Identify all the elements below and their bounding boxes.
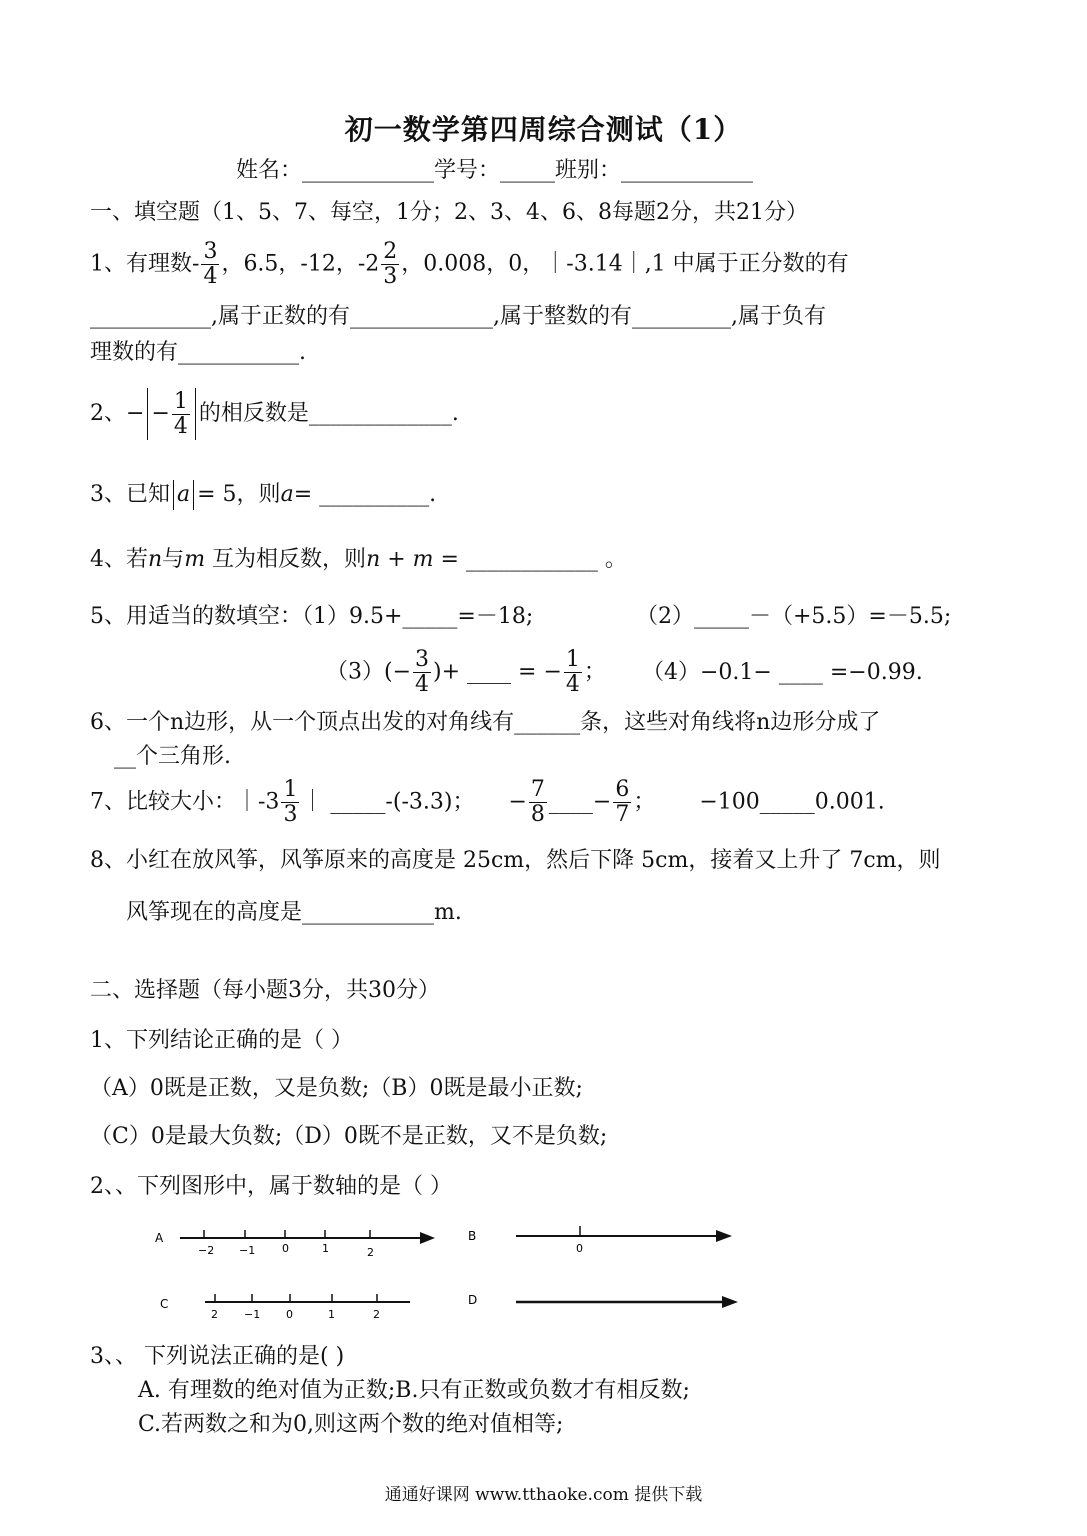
tick-label-c: 2 <box>373 1308 380 1321</box>
fraction <box>172 390 190 439</box>
q4-line <box>90 549 627 571</box>
q3-prefix: 3、已知 <box>90 482 170 507</box>
q4-mid: 互为相反数，则 <box>205 547 367 572</box>
arrow-head-b <box>716 1230 732 1242</box>
fraction-numerator: 6 <box>615 777 630 802</box>
fraction <box>201 240 219 289</box>
q5-line1a: 5、用适当的数填空：（1）9.5+_____=－18; <box>90 604 534 629</box>
arrow-head-d <box>722 1296 738 1308</box>
q3-mid: = 5，则 <box>197 482 281 507</box>
fraction <box>281 778 299 827</box>
q2-line <box>90 388 459 440</box>
fraction-numerator: 1 <box>565 647 580 672</box>
q5-part3-end: ； <box>583 659 606 685</box>
q5-part3-open: (− <box>384 659 412 685</box>
fraction <box>529 778 547 827</box>
q1-mid1: ，6.5，-12，-2 <box>221 251 380 277</box>
section1-heading: 一、填空题（1、5、7、每空，1分；2、3、4、6、8每题2分，共21分） <box>90 200 808 225</box>
fraction-numerator: 7 <box>530 777 545 802</box>
q2-prefix: 2、 <box>90 401 126 426</box>
tick-label-b: 0 <box>576 1242 583 1255</box>
abs-bar-right <box>195 388 196 440</box>
q7-line <box>90 778 885 827</box>
q5-part3-label: （3） <box>326 659 384 685</box>
q1-line1 <box>90 240 849 289</box>
fraction <box>413 648 431 697</box>
q4-expression: n + m <box>366 547 434 572</box>
fraction-denominator: 4 <box>415 672 430 697</box>
q7-mid2: ____− <box>548 789 612 815</box>
fraction-denominator: 4 <box>203 264 218 289</box>
q3-suffix: = __________. <box>293 482 437 507</box>
number-line-figures <box>140 1210 760 1340</box>
tick-label-c: 1 <box>328 1308 335 1321</box>
q7-prefix: 7、比较大小：｜-3 <box>90 789 280 815</box>
q8-line1: 8、小红在放风筝，风筝原来的高度是 25cm，然后下降 5cm，接着又上升了 7cm，则 <box>90 848 941 873</box>
tick-label-c: −1 <box>244 1308 261 1321</box>
s2-q2-stem: 2、、下列图形中，属于数轴的是（ ） <box>90 1174 452 1199</box>
q1-line2: ___________,属于正数的有_____________,属于整数的有_________,属于负有 <box>90 304 826 329</box>
figure-label-b: B <box>468 1229 477 1243</box>
page-title: 初一数学第四周综合测试（1） <box>344 113 743 146</box>
abs-bar-left <box>173 480 174 510</box>
fraction-numerator: 1 <box>283 777 298 802</box>
figure-label-c: C <box>160 1297 169 1311</box>
fraction-numerator: 3 <box>415 647 430 672</box>
q1-mid2: ，0.008，0，｜-3.14｜,1 中属于正分数的有 <box>401 251 849 277</box>
fraction-denominator: 7 <box>615 802 630 827</box>
fraction-denominator: 4 <box>173 413 188 439</box>
q4-with: 与 <box>162 547 185 572</box>
fraction <box>613 778 631 827</box>
q1-minus: - <box>192 251 200 277</box>
q2-minus: − <box>126 401 145 426</box>
tick-label-c: 0 <box>286 1308 293 1321</box>
fraction-numerator: 3 <box>203 239 218 264</box>
s2-q1-stem: 1、下列结论正确的是（ ） <box>90 1028 353 1053</box>
tick-label-c: 2 <box>211 1308 218 1321</box>
q8-line2: 风筝现在的高度是____________m. <box>126 900 462 925</box>
q7-mid3: ； <box>633 789 656 815</box>
fraction-denominator: 3 <box>383 264 398 289</box>
abs-bar-left <box>147 388 148 440</box>
s2-q3-options-ab: A. 有理数的绝对值为正数;B.只有正数或负数才有相反数; <box>138 1378 690 1403</box>
tick-label-a: 2 <box>367 1246 374 1259</box>
q6-line1: 6、一个n边形，从一个顶点出发的对角线有______条，这些对角线将n边形分成了 <box>90 710 881 735</box>
q2-suffix: 的相反数是_____________. <box>198 401 459 426</box>
tick-label-a: 0 <box>282 1242 289 1255</box>
q6-line2: __个三角形. <box>114 744 231 769</box>
q1-prefix: 1、有理数 <box>90 251 192 277</box>
abs-bar-right <box>193 480 194 510</box>
variable-m: m <box>184 547 206 572</box>
fraction-denominator: 3 <box>283 802 298 827</box>
q7-minus: − <box>508 789 527 815</box>
tick-label-a: 1 <box>322 1242 329 1255</box>
q5-part4: （4）−0.1− ____ =−0.99. <box>642 660 923 685</box>
variable-n: n <box>148 547 163 572</box>
s2-q3-stem: 3、、 下列说法正确的是( ) <box>90 1344 345 1369</box>
q5-part3-mid: )+ ____ = − <box>433 659 562 685</box>
q5-part3 <box>326 648 606 697</box>
s2-q3-option-c: C.若两数之和为0,则这两个数的绝对值相等; <box>138 1412 564 1437</box>
q2-inner-minus: − <box>151 401 170 426</box>
q5-line1b: （2）_____－（+5.5）=－5.5; <box>636 604 952 629</box>
s2-q1-options-ab: （A）0既是正数，又是负数;（B）0既是最小正数; <box>90 1076 583 1101</box>
section2-heading: 二、选择题（每小题3分，共30分） <box>90 978 440 1003</box>
student-info-line: 姓名：____________学号：_____班别：____________ <box>236 158 754 183</box>
variable-a: a <box>280 482 294 507</box>
q7-mid1: ｜ _____-(-3.3)； <box>301 789 475 815</box>
tick-label-a: −2 <box>198 1244 215 1257</box>
q1-line3: 理数的有___________. <box>90 340 306 365</box>
q4-prefix: 4、若 <box>90 547 148 572</box>
tick-label-a: −1 <box>239 1244 256 1257</box>
fraction <box>564 648 582 697</box>
footer-credit: 通通好课网 www.tthaoke.com 提供下载 <box>384 1485 703 1505</box>
fraction <box>381 240 399 289</box>
s2-q1-options-cd: （C）0是最大负数;（D）0既不是正数，又不是负数; <box>90 1124 608 1149</box>
q4-suffix: = ____________ 。 <box>433 547 627 572</box>
q3-line <box>90 480 436 510</box>
fraction-numerator: 2 <box>383 239 398 264</box>
figure-label-a: A <box>155 1231 164 1245</box>
figure-label-d: D <box>468 1293 478 1307</box>
fraction-denominator: 4 <box>565 672 580 697</box>
q7-last: −100_____0.001. <box>699 789 885 815</box>
fraction-numerator: 1 <box>173 388 188 414</box>
arrow-head-a <box>420 1232 435 1244</box>
variable-a: a <box>177 482 191 507</box>
fraction-denominator: 8 <box>530 802 545 827</box>
